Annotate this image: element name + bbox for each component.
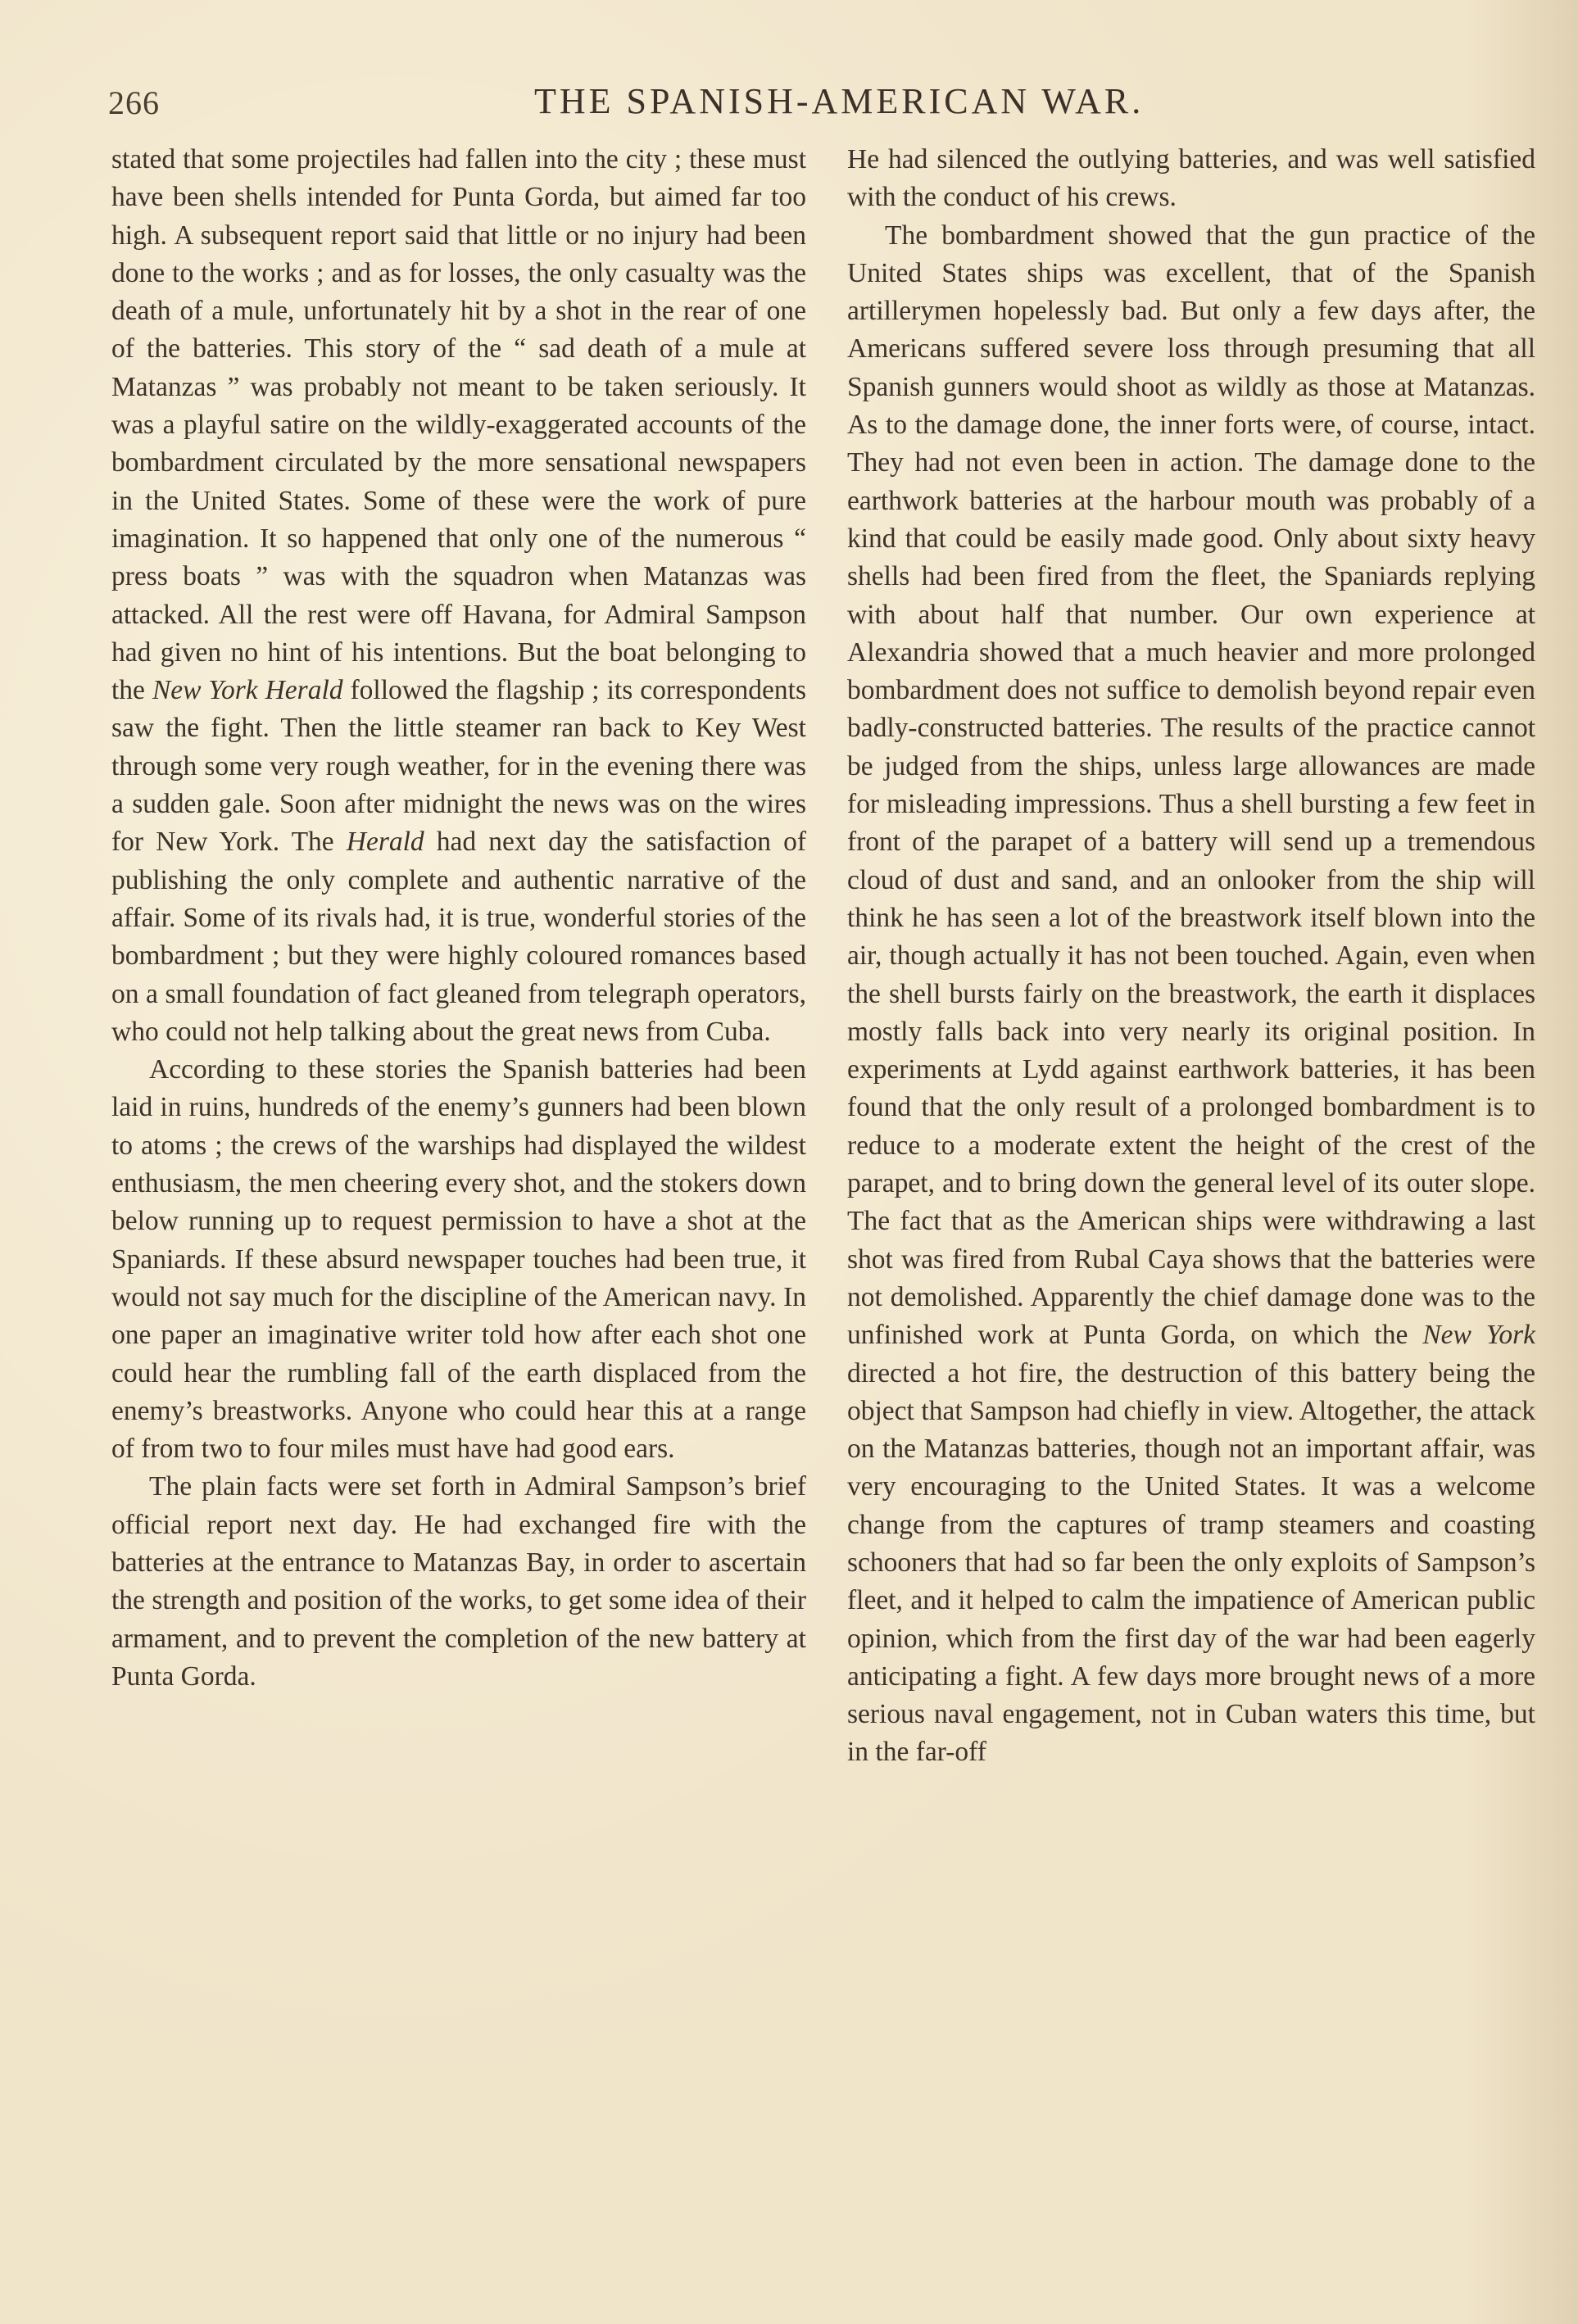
left-paragraph-1: stated that some projectiles had fallen into the city ; these must have been shells intended for Punta Gorda, but aimed far too high. A subsequent report said that little or no injury had been done to the works ; and as for losses, the only casualty was the death of a mule, unfortunately hit by a shot in the rear of one of the batteries. This story of the “ sad death of a mule at Matanzas ” was probably not meant to be taken seriously. It was a playful satire on the wildly-exaggerated accounts of the bombardment circulated by the more sensational newspapers in the United States. Some of these were the work of pure imagination. It so happened that only one of the numerous “ press boats ” was with the squadron when Matanzas was attacked. All the rest were off Havana, for Admiral Sampson had given no hint of his intentions. But the boat belonging to the New York Herald followed the flagship ; its correspondents saw the fight. Then the little steamer ran back to Key West through some very rough weather, for in the evening there was a sudden gale. Soon after midnight the news was on the wires for New York. The Herald had next day the satisfaction of publishing the only complete and authentic narrative of the affair. Some of its rivals had, it is true, wonderful stories of the bombardment ; but they were highly coloured romances based on a small foundation of fact gleaned from telegraph operators, who could not help talking about the great news from Cuba.: [111, 144, 807, 1047]
newspaper-title-herald: Herald: [346, 827, 424, 858]
text-columns: [111, 141, 1537, 2238]
right-column: [847, 141, 1535, 1772]
left-paragraph-2: According to these stories the Spanish batteries had been laid in ruins, hundreds of the enemy’s gunners had been blown to atoms ; the crews of the warships had displayed the wildest enthusiasm, the men cheering every shot, and the stokers down below running up to request permission to have a shot at the Spaniards. If these absurd newspaper touches had been true, it would not say much for the discipline of the American navy. In one paper an imaginative writer told how after each shot one could hear the rumbling fall of the earth displaced from the enemy’s breastworks. Anyone who could hear this at a range of from two to four miles must have had good ears.: [111, 1054, 806, 1465]
newspaper-title-new-york-herald: New York Herald: [152, 675, 343, 706]
right-paragraph-1: He had silenced the outlying batteries, and was well satisfied with the conduct of his crews.: [847, 144, 1535, 213]
page-number: 266: [108, 84, 160, 121]
page-header: [108, 69, 1526, 134]
ship-name-new-york: New York: [1422, 1320, 1535, 1351]
left-column: [111, 141, 806, 1696]
running-head: THE SPANISH-AMERICAN WAR.: [534, 81, 1145, 121]
left-paragraph-3: The plain facts were set forth in Admiral Sampson’s brief official report next day. He had exchanged fire with the batteries at the entrance to Matanzas Bay, in order to ascertain the strength and position of the works, to get some idea of their armament, and to prevent the completion of the new battery at Punta Gorda.: [111, 1471, 806, 1692]
right-paragraph-2: The bombardment showed that the gun practice of the United States ships was excellent, that of the Spanish artillerymen hopelessly bad. But only a few days after, the Americans suffered severe loss through presuming that all Spanish gunners would shoot as wildly as those at Matanzas. As to the damage done, the inner forts were, of course, intact. They had not even been in action. The damage done to the earthwork batteries at the harbour mouth was probably of a kind that could be easily made good. Only about sixty heavy shells had been fired from the fleet, the Spaniards replying with about half that number. Our own experience at Alexandria showed that a much heavier and more prolonged bombardment does not suffice to demolish beyond repair even badly-constructed batteries. The results of the practice cannot be judged from the ships, unless large allowances are made for misleading impressions. Thus a shell bursting a few feet in front of the parapet of a battery will send up a tremendous cloud of dust and sand, and an onlooker from the ship will think he has seen a lot of the breastwork itself blown into the air, though actually it has not been touched. Again, even when the shell bursts fairly on the breastwork, the earth it displaces mostly falls back into very nearly its original position. In experiments at Lydd against earthwork batteries, it has been found that the only result of a prolonged bombardment is to reduce to a moderate extent the height of the crest of the parapet, and to bring down the general level of its outer slope. The fact that as the American ships were withdrawing a last shot was fired from Rubal Caya shows that the batteries were not demolished. Apparently the chief damage done was to the unfinished work at Punta Gorda, on which the New York directed a hot fire, the destruction of this battery being the object that Sampson had chiefly in view. Altogether, the attack on the Matanzas batteries, though not an important affair, was very encouraging to the United States. It was a welcome change from the captures of tramp steamers and coasting schooners that had so far been the only exploits of Sampson’s fleet, and it helped to calm the impatience of American public opinion, which from the first day of the war had been eagerly anticipating a fight. A few days more brought news of a more serious naval engagement, not in Cuban waters this time, but in the far-off: [847, 220, 1535, 1768]
